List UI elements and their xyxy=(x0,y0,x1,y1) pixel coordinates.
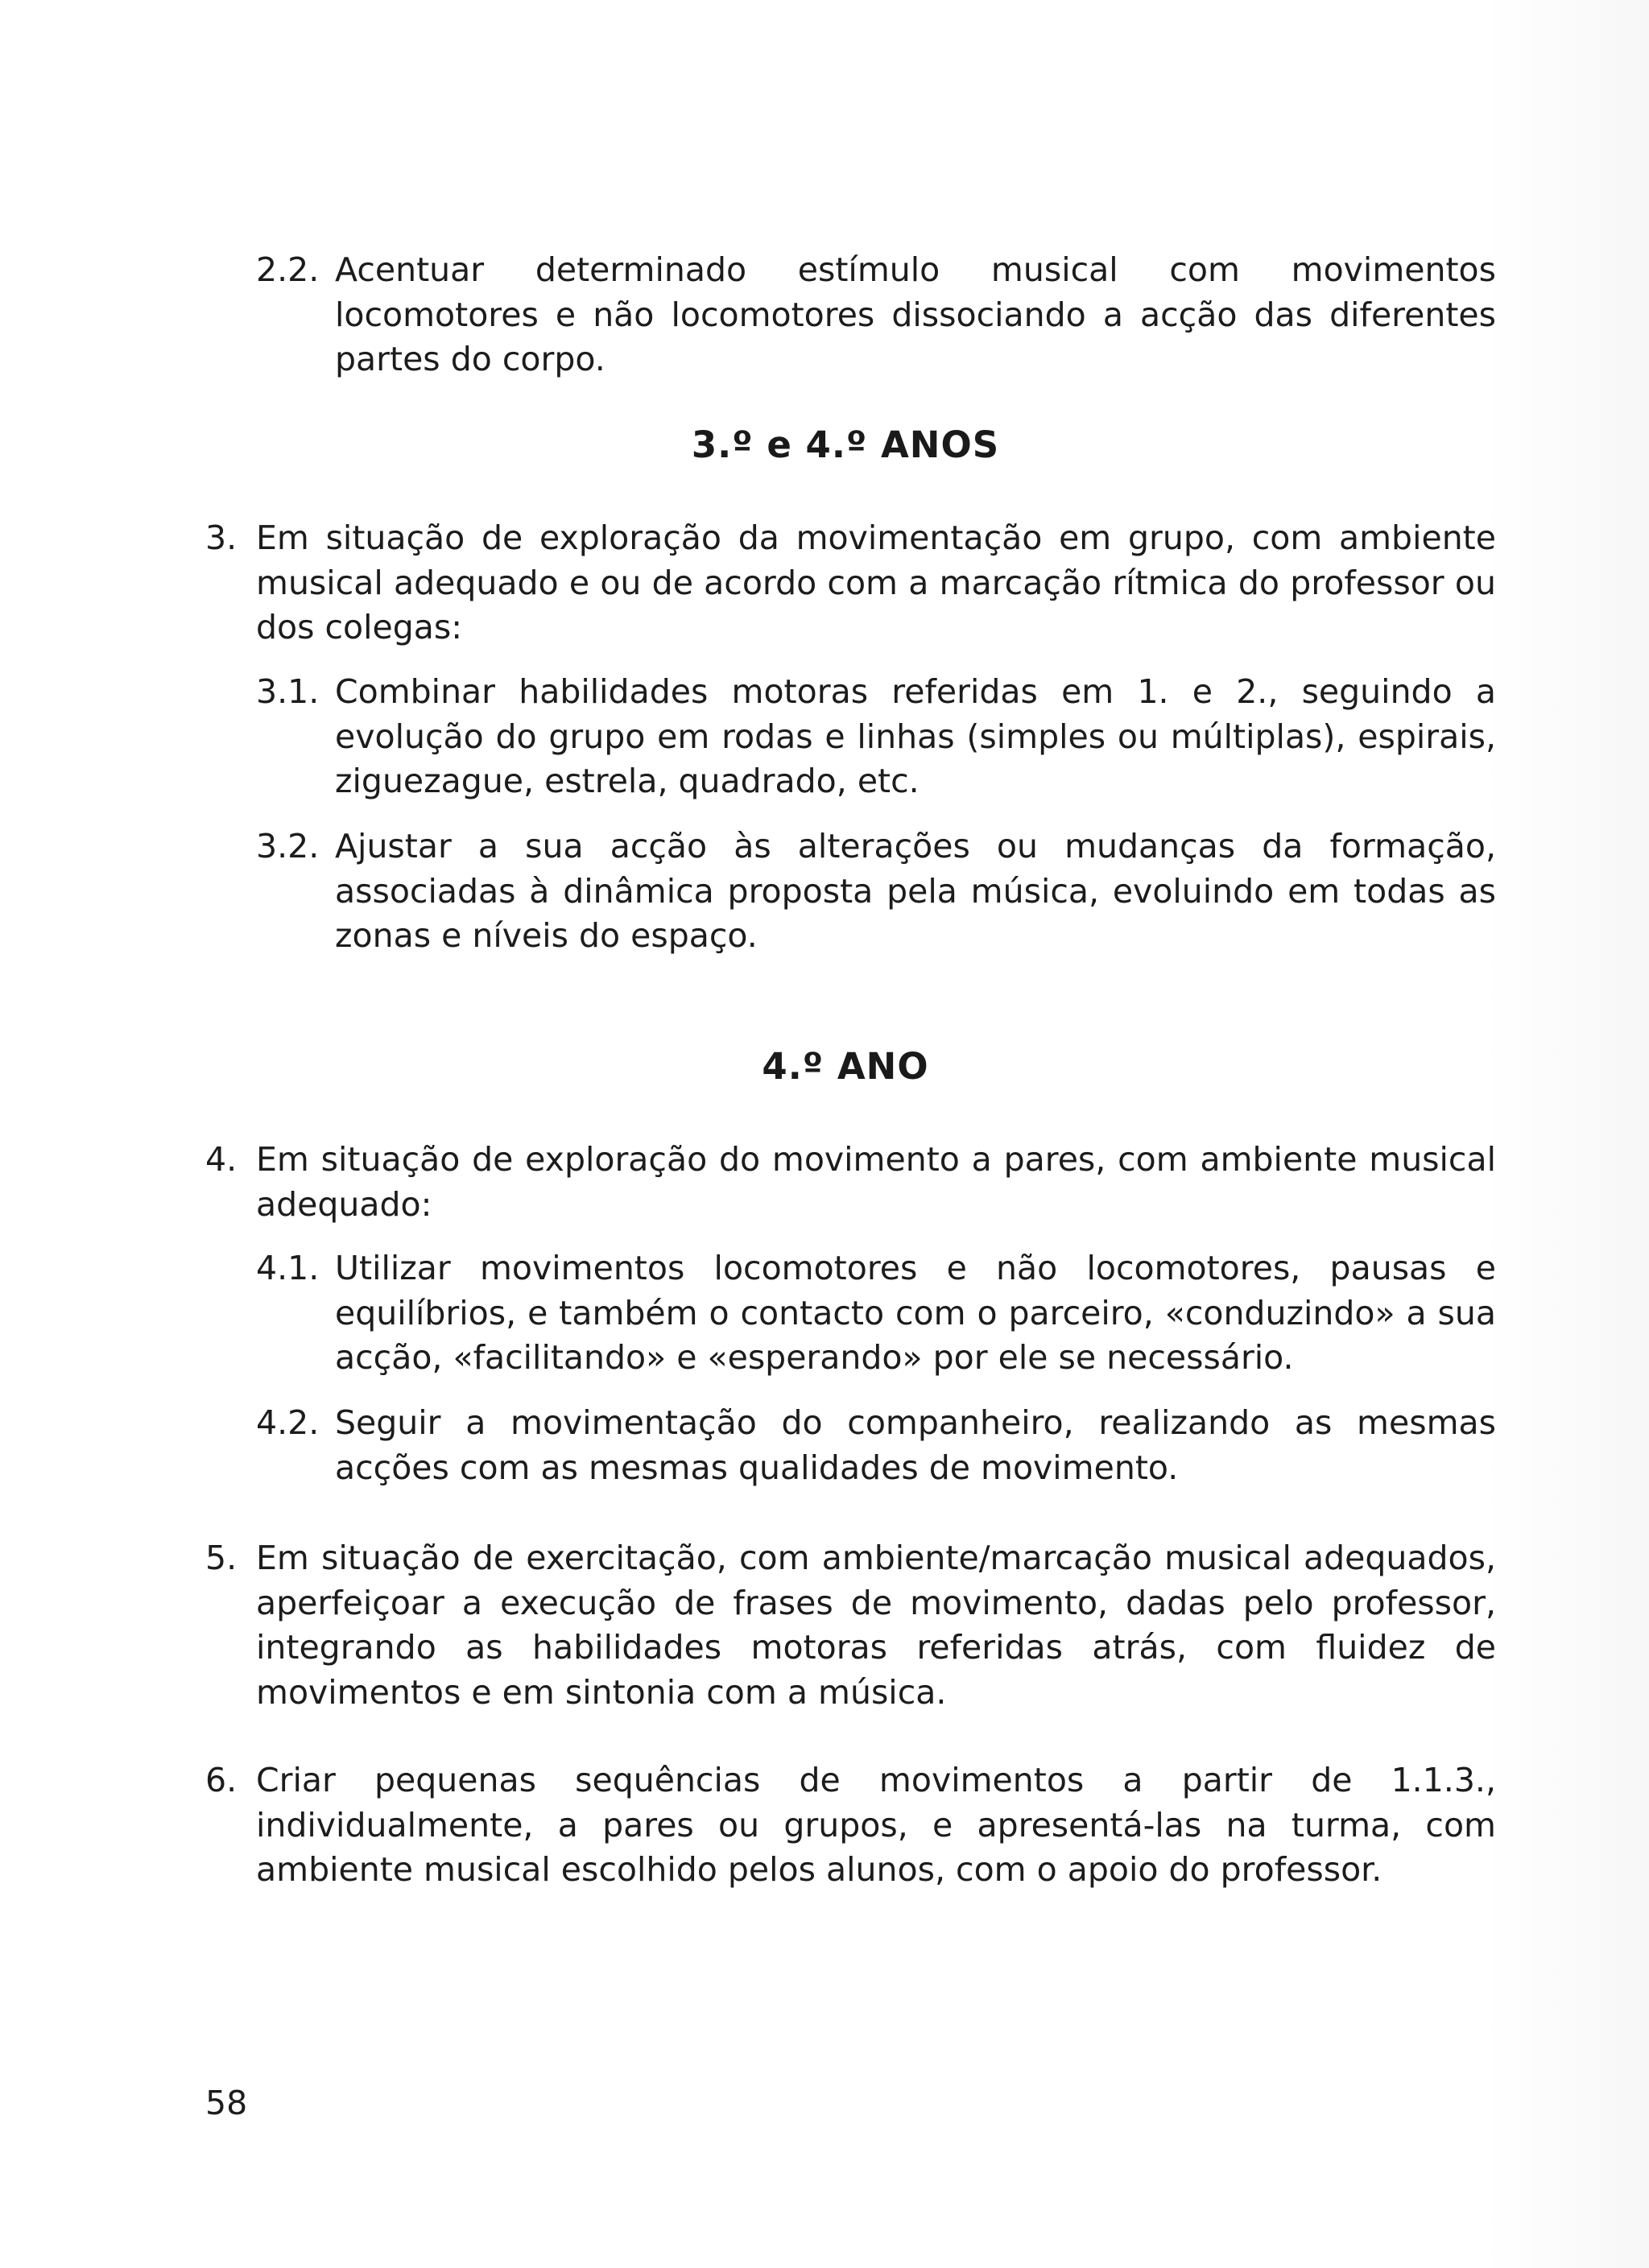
item-number: 5. xyxy=(205,1539,238,1577)
item-text: Acentuar determinado estímulo musical com movimentos locomotores e não locomotores dissociando a acção das diferentes partes do corpo. xyxy=(335,250,1496,378)
item-number: 6. xyxy=(205,1761,238,1799)
item-number: 4.2. xyxy=(256,1403,320,1442)
page-number: 58 xyxy=(205,2084,248,2122)
item-text: Em situação de exploração do movimento a pares, com ambiente musical adequado: xyxy=(256,1140,1496,1224)
item-text: Ajustar a sua acção às alterações ou mudanças da formação, associadas à dinâmica proposta pela música, evoluindo em todas as zonas e níveis do espaço. xyxy=(335,827,1496,955)
item-number: 3.1. xyxy=(256,672,320,711)
item-text: Seguir a movimentação do companheiro, realizando as mesmas acções com as mesmas qualidades de movimento. xyxy=(335,1403,1496,1487)
item-number: 4. xyxy=(205,1140,238,1179)
item-number: 2.2. xyxy=(256,250,320,289)
section-heading: 3.º e 4.º ANOS xyxy=(691,423,1000,466)
section-heading: 4.º ANO xyxy=(762,1045,929,1088)
item-text: Em situação de exercitação, com ambiente/marcação musical adequados, aperfeiçoar a execução de frases de movimento, dadas pelo professor, integrando as habilidades motoras referidas atrás, com fluidez de movimentos e em sintonia com a música. xyxy=(256,1539,1496,1712)
item-text: Criar pequenas sequências de movimentos a partir de 1.1.3., individualmente, a pares ou grupos, e apresentá-las na turma, com ambiente musical escolhido pelos alunos, com o apoio do professor. xyxy=(256,1761,1496,1889)
item-number: 4.1. xyxy=(256,1249,320,1287)
item-number: 3. xyxy=(205,518,238,557)
item-text: Em situação de exploração da movimentação em grupo, com ambiente musical adequado e ou de acordo com a marcação rítmica do professor ou dos colegas: xyxy=(256,518,1496,647)
item-text: Utilizar movimentos locomotores e não locomotores, pausas e equilíbrios, e também o contacto com o parceiro, «conduzindo» a sua acção, «facilitando» e «esperando» por ele se necessário. xyxy=(335,1249,1496,1377)
item-number: 3.2. xyxy=(256,827,320,865)
item-text: Combinar habilidades motoras referidas em 1. e 2., seguindo a evolução do grupo em rodas e linhas (simples ou múltiplas), espirais, ziguezague, estrela, quadrado, etc. xyxy=(335,672,1496,800)
